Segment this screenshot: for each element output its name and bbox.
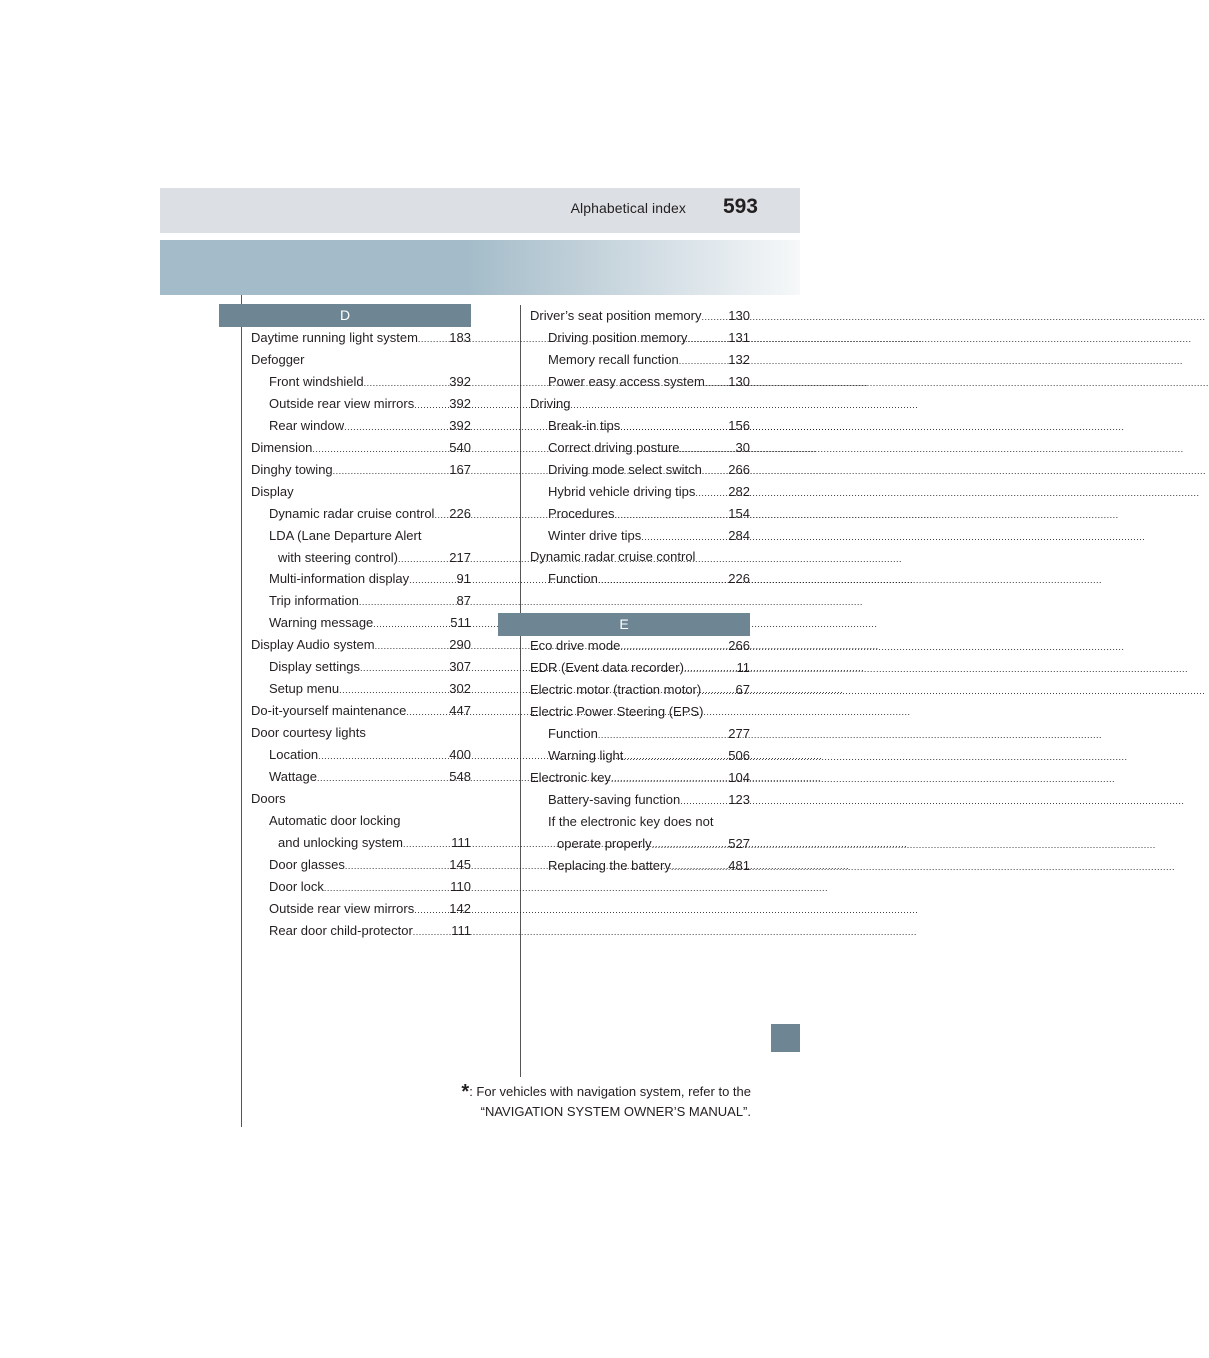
index-entry-page: 154: [728, 505, 750, 521]
index-entry: [251, 811, 471, 831]
index-entry-label: Automatic door locking: [269, 812, 401, 828]
index-entry: [530, 438, 750, 458]
index-entry-page: 302: [449, 681, 471, 697]
index-entry-label: Replacing the battery: [548, 857, 671, 873]
section-letter-e: E: [619, 616, 629, 632]
index-entry-label: Eco drive mode: [530, 638, 621, 653]
index-entry-page: 540: [449, 439, 471, 455]
index-entry: [530, 504, 750, 524]
index-entry: [530, 416, 750, 436]
index-entry-page: 506: [728, 747, 750, 763]
dot-leader: [598, 725, 728, 745]
index-entry-label: Rear window: [269, 417, 345, 433]
index-entry-page: 527: [728, 835, 750, 851]
index-entry-page: 392: [449, 395, 471, 411]
dot-leader: [598, 570, 728, 590]
index-entry-page: 284: [728, 527, 750, 543]
index-entry: [251, 679, 471, 699]
index-entry-page: 111: [451, 922, 471, 938]
index-entry: [530, 680, 750, 700]
dot-leader: [360, 658, 449, 678]
index-entry: [251, 394, 471, 414]
page-number: 593: [722, 195, 758, 218]
index-entry: [530, 702, 750, 722]
page-header: [160, 188, 800, 233]
index-entry: [251, 482, 471, 502]
index-entry-label: Trip information: [269, 593, 359, 609]
index-entry-page: 277: [728, 725, 750, 741]
dot-leader: [344, 417, 449, 437]
index-entry-label: with steering control): [278, 549, 398, 565]
index-entry: [530, 482, 750, 502]
dot-leader: [398, 549, 449, 569]
index-entry-label: EDR (Event data recorder): [530, 659, 684, 675]
index-entry-page: 30: [735, 439, 750, 455]
chapter-tab: [771, 1024, 800, 1052]
dot-leader: [359, 592, 457, 612]
index-entry-label: Display settings: [269, 659, 361, 675]
index-entry: [530, 834, 750, 854]
index-entry-label: Display Audio system: [251, 637, 375, 653]
index-entry: [251, 701, 471, 721]
decorative-band: [160, 240, 800, 295]
index-entry-page: 130: [728, 308, 750, 323]
index-entry-page: 290: [449, 637, 471, 653]
index-entry-label: Multi-information display: [269, 571, 410, 587]
index-entry: [251, 350, 471, 370]
dot-leader: [620, 417, 728, 437]
index-entry: [251, 438, 471, 458]
dot-leader: [614, 505, 728, 525]
dot-leader: [318, 746, 449, 766]
index-entry: [530, 569, 750, 589]
index-entry-page: 110: [450, 878, 471, 894]
dot-leader: [652, 835, 729, 855]
index-entry: [251, 921, 471, 941]
index-entry-page: 130: [728, 373, 750, 389]
dot-leader: [409, 570, 456, 590]
index-entry: [251, 372, 471, 392]
index-entry: [530, 724, 750, 744]
index-entry-label: Do-it-yourself maintenance: [251, 703, 407, 719]
index-entry-page: 123: [728, 791, 750, 807]
index-entry-page: 282: [728, 483, 750, 499]
index-entry-page: 266: [728, 461, 750, 477]
index-entry-page: 392: [449, 417, 471, 433]
dot-leader: [701, 681, 735, 701]
index-entry: [251, 504, 471, 524]
index-entry-label: Memory recall function: [548, 351, 679, 367]
index-entry-page: 183: [449, 330, 471, 345]
index-entry-label: Dimension: [251, 439, 313, 455]
index-entry: [530, 460, 750, 480]
index-entry-label: Driving mode select switch: [548, 461, 702, 477]
index-entry: [251, 569, 471, 589]
index-entry-label: Hybrid vehicle driving tips: [548, 483, 696, 499]
index-entry-label: Daytime running light system: [251, 330, 418, 345]
index-entry: [530, 394, 750, 414]
index-entry: [530, 547, 750, 567]
dot-leader: [414, 395, 449, 415]
index-entry-page: 400: [449, 747, 471, 763]
index-entry: [251, 613, 471, 633]
section-letter-d: D: [339, 307, 351, 323]
index-entry-label: Function: [548, 571, 598, 587]
index-entry-label: Correct driving posture: [548, 439, 680, 455]
dot-leader: [695, 483, 728, 503]
dot-leader: [680, 791, 728, 811]
dot-leader: [339, 680, 449, 700]
index-entry: [530, 306, 750, 326]
index-entry-page: 167: [449, 461, 471, 477]
index-entry-label: If the electronic key does not: [548, 813, 714, 829]
dot-leader: [406, 702, 449, 722]
dot-leader: [345, 856, 449, 876]
index-entry-label: Display: [251, 483, 294, 499]
dot-leader: [623, 747, 728, 767]
index-entry-label: Doors: [251, 790, 286, 806]
index-entry: [251, 635, 471, 655]
dot-leader: [679, 351, 729, 371]
index-entry-page: 548: [449, 769, 471, 784]
index-entry-label: Warning message: [269, 615, 374, 631]
index-entry-label: and unlocking system: [278, 834, 404, 850]
dot-leader: [687, 329, 728, 349]
index-entry-label: Electric Power Steering (EPS): [530, 703, 704, 719]
left-column-rule: [241, 295, 242, 1127]
index-entry: [251, 591, 471, 611]
index-entry-label: LDA (Lane Departure Alert: [269, 527, 422, 543]
index-entry-label: Winter drive tips: [548, 527, 642, 543]
index-entry-label: Battery-saving function: [548, 791, 681, 807]
index-entry: [530, 856, 750, 876]
index-entry-page: 142: [449, 900, 471, 916]
dot-leader: [403, 834, 451, 854]
index-entry: [251, 723, 471, 743]
footnote-symbol: *: [461, 1081, 470, 1103]
index-entry-page: 91: [456, 571, 471, 587]
index-entry-label: operate properly: [557, 835, 652, 851]
dot-leader: [680, 439, 736, 459]
index-entry-label: Defogger: [251, 351, 305, 367]
index-entry: [251, 789, 471, 809]
index-entry: [530, 372, 750, 392]
index-entry-page: 104: [728, 769, 750, 785]
dot-leader: [641, 527, 728, 547]
index-entry: [530, 636, 750, 656]
index-entry-label: Outside rear view mirrors: [269, 395, 415, 411]
index-entry-page: 307: [449, 659, 471, 675]
dot-leader: [373, 614, 450, 634]
index-entry-label: Function: [548, 725, 598, 741]
index-entry-label: Driving: [530, 395, 571, 411]
index-entry-label: Dynamic radar cruise control: [269, 505, 435, 521]
index-entry: [251, 548, 471, 568]
dot-leader: [413, 922, 451, 942]
dot-leader: [701, 307, 728, 327]
index-entry-page: 481: [728, 857, 750, 873]
index-entry: [251, 328, 471, 348]
dot-leader: [333, 461, 450, 481]
index-entry-label: Dynamic radar cruise control: [530, 549, 696, 565]
index-entry-page: 11: [736, 659, 750, 675]
index-entry-page: 132: [728, 351, 750, 367]
index-entry-label: Electronic key: [530, 769, 611, 785]
index-entry-page: 447: [449, 703, 471, 719]
index-entry: [251, 416, 471, 436]
dot-leader: [702, 461, 728, 481]
index-entry-page: 511: [450, 615, 471, 631]
index-entry-label: Driver’s seat position memory: [530, 308, 702, 323]
header-title: Alphabetical index: [570, 200, 686, 216]
footnote-line-2: “NAVIGATION SYSTEM OWNER’S MANUAL”.: [480, 1104, 751, 1119]
footnote: [461, 1082, 751, 1122]
index-entry-page: 156: [728, 417, 750, 433]
dot-leader: [434, 505, 449, 525]
index-entry-page: 392: [449, 373, 471, 389]
index-entry: [251, 526, 471, 546]
index-entry: [530, 328, 750, 348]
index-entry-page: 145: [449, 856, 471, 872]
index-entry: [251, 877, 471, 897]
index-entry-label: Driving position memory: [548, 329, 688, 345]
index-entry-label: Door courtesy lights: [251, 725, 366, 741]
dot-leader: [418, 329, 449, 349]
index-entry: [251, 460, 471, 480]
index-entry-page: 266: [728, 638, 750, 653]
index-entry-label: Procedures: [548, 505, 615, 521]
index-entry-label: Warning light: [548, 747, 624, 763]
dot-leader: [611, 769, 728, 789]
index-entry: [530, 526, 750, 546]
index-entry-label: Door lock: [269, 878, 324, 894]
index-entry-label: Rear door child-protector: [269, 922, 413, 938]
index-entry: [530, 790, 750, 810]
dot-leader: [705, 373, 729, 393]
index-entry: [251, 899, 471, 919]
index-entry-label: Wattage: [269, 769, 317, 784]
index-entry: [251, 767, 471, 787]
index-entry: [251, 745, 471, 765]
index-entry: [251, 855, 471, 875]
index-entry-label: Outside rear view mirrors: [269, 900, 415, 916]
dot-leader: [684, 659, 737, 679]
index-entry: [251, 657, 471, 677]
index-entry-page: 131: [728, 329, 750, 345]
dot-leader: [364, 373, 450, 393]
index-entry-page: 87: [456, 593, 471, 609]
dot-leader: [414, 900, 449, 920]
index-entry-page: 217: [449, 549, 471, 565]
index-entry-page: 226: [728, 571, 750, 587]
dot-leader: [317, 768, 449, 788]
index-entry: [530, 768, 750, 788]
section-header-e: [498, 613, 750, 636]
index-entry: [530, 812, 750, 832]
index-entry-label: Power easy access system: [548, 373, 705, 389]
index-entry-label: Setup menu: [269, 681, 340, 697]
index-entry-label: Front windshield: [269, 373, 364, 389]
index-entry: [530, 658, 750, 678]
dot-leader: [375, 636, 450, 656]
index-entry-label: Dinghy towing: [251, 461, 333, 477]
index-entry-label: Location: [269, 747, 319, 763]
index-entry-label: Break-in tips: [548, 417, 621, 433]
index-entry-page: 111: [451, 834, 471, 850]
dot-leader: [620, 637, 728, 657]
dot-leader: [324, 878, 450, 898]
dot-leader: [312, 439, 449, 459]
index-entry-page: 67: [735, 681, 750, 697]
index-entry: [530, 350, 750, 370]
index-entry-label: Electric motor (traction motor): [530, 681, 702, 697]
footnote-line-1: : For vehicles with navigation system, refer to the: [469, 1084, 751, 1099]
index-entry-label: Door glasses: [269, 856, 345, 872]
dot-leader: [671, 857, 728, 877]
index-entry-page: 226: [449, 505, 471, 521]
index-entry: [251, 833, 471, 853]
index-entry: [530, 746, 750, 766]
section-header-d: [219, 304, 471, 327]
